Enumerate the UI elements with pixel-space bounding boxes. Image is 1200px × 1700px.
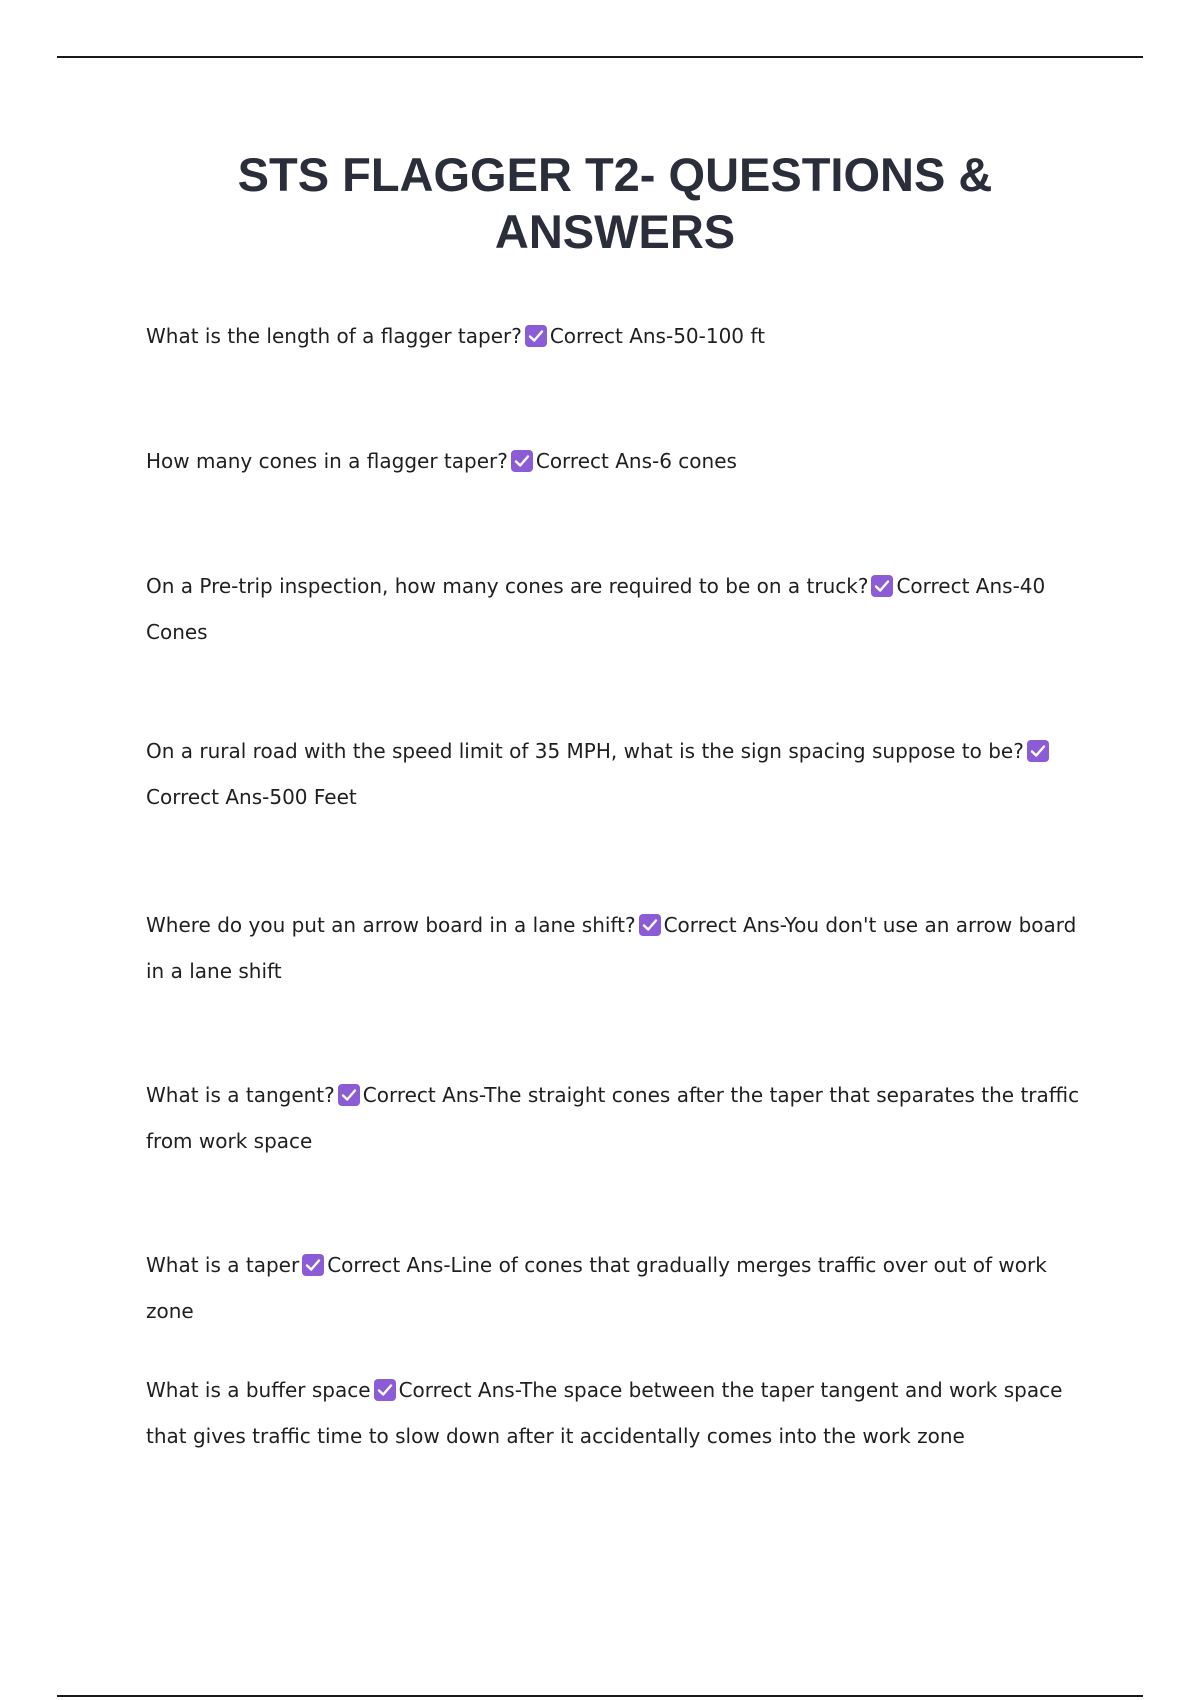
- question-text: On a rural road with the speed limit of 35 MPH, what is the sign spacing suppose to be?: [146, 739, 1024, 763]
- answer-text: Correct Ans-50-100 ft: [549, 324, 765, 348]
- qa-item: [146, 902, 1086, 994]
- question-text: What is a taper: [146, 1253, 300, 1277]
- question-text: What is a tangent?: [146, 1083, 335, 1107]
- question-text: How many cones in a flagger taper?: [146, 449, 508, 473]
- qa-item: [146, 563, 1086, 655]
- check-box-icon: [374, 1379, 396, 1401]
- question-text: On a Pre-trip inspection, how many cones are required to be on a truck?: [146, 574, 869, 598]
- check-box-icon: [639, 914, 661, 936]
- qa-item: [146, 1367, 1086, 1459]
- qa-item: [146, 438, 1086, 484]
- question-text: Where do you put an arrow board in a lane shift?: [146, 913, 636, 937]
- qa-item: [146, 313, 1086, 359]
- qa-item: [146, 1242, 1086, 1334]
- check-box-icon: [511, 450, 533, 472]
- document-title: STS FLAGGER T2- QUESTIONS & ANSWERS: [237, 148, 993, 258]
- check-box-icon: [338, 1084, 360, 1106]
- answer-text: Correct Ans-The space between the taper tangent and work space that gives traffic time to slow down after it accidentally comes into the work zone: [146, 1378, 1063, 1448]
- question-text: What is a buffer space: [146, 1378, 371, 1402]
- qa-item: [146, 728, 1086, 820]
- top-rule: [57, 56, 1143, 58]
- bottom-rule: [57, 1695, 1143, 1697]
- answer-text: Correct Ans-The straight cones after the taper that separates the traffic from work space: [146, 1083, 1080, 1153]
- check-box-icon: [1027, 740, 1049, 762]
- question-text: What is the length of a flagger taper?: [146, 324, 522, 348]
- answer-text: Correct Ans-You don't use an arrow board in a lane shift: [146, 913, 1077, 983]
- answer-text: Correct Ans-Line of cones that gradually merges traffic over out of work zone: [146, 1253, 1047, 1323]
- check-box-icon: [871, 575, 893, 597]
- check-box-icon: [302, 1254, 324, 1276]
- answer-text: Correct Ans-6 cones: [535, 449, 737, 473]
- answer-text: Correct Ans-40 Cones: [146, 574, 1046, 644]
- qa-item: [146, 1072, 1086, 1164]
- check-box-icon: [525, 325, 547, 347]
- answer-text: Correct Ans-500 Feet: [146, 785, 357, 809]
